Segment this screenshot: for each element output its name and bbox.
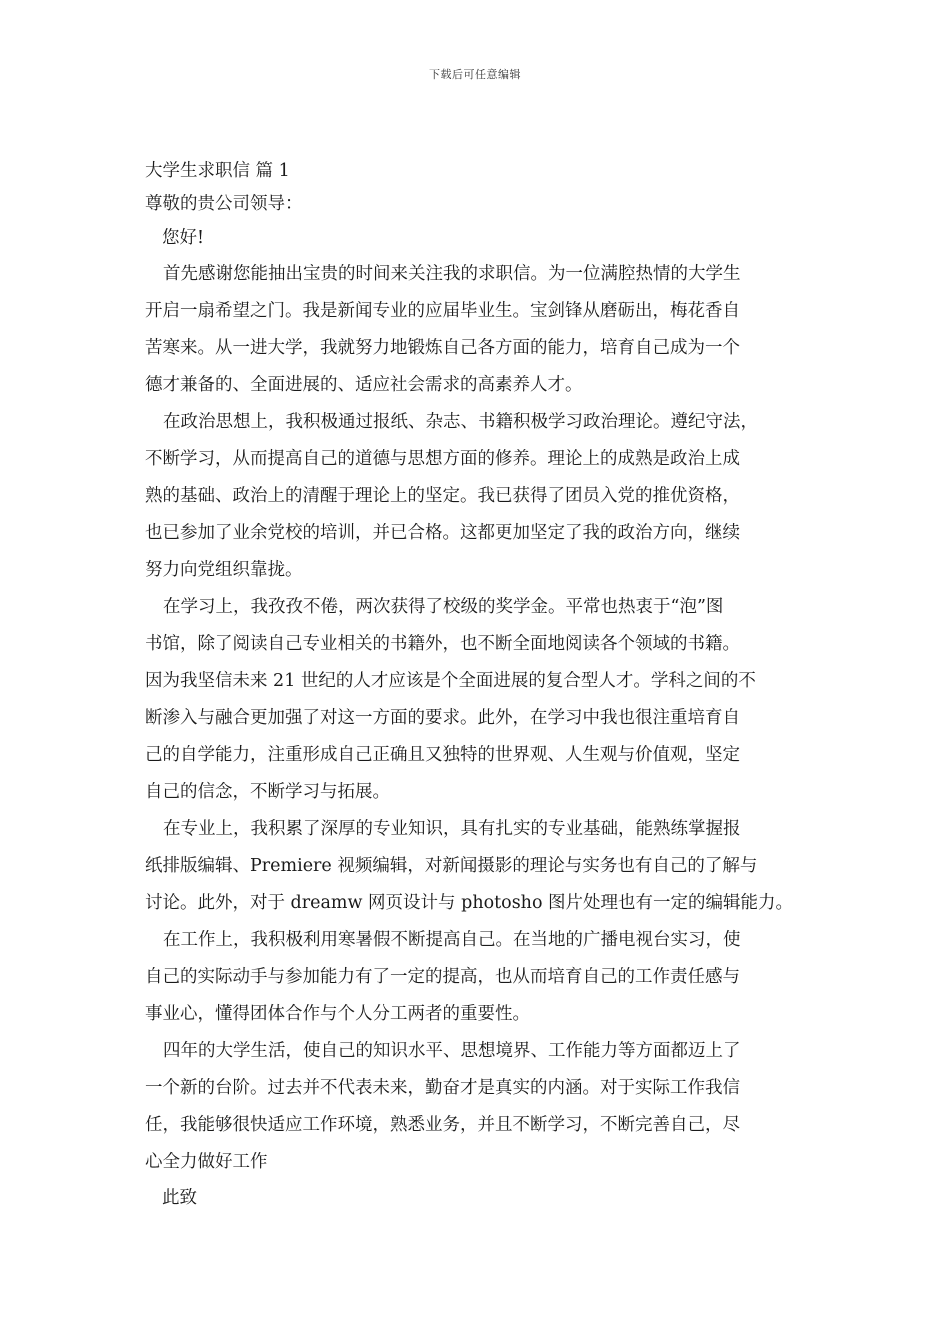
letter-greeting: 您好! (162, 228, 205, 248)
page-header: 下载后可任意编辑 (429, 68, 521, 81)
paragraph-politics (145, 404, 811, 589)
paragraph-line: 德才兼备的、全面进展的、适应社会需求的高素养人才。 (145, 375, 583, 395)
paragraph-study (145, 589, 811, 811)
letter-salutation: 尊敬的贵公司领导： (145, 194, 303, 214)
paragraph-line: 四年的大学生活，使自己的知识水平、思想境界、工作能力等方面都迈上了 (163, 1041, 741, 1061)
paragraph-line: 自己的实际动手与参加能力有了一定的提高，也从而培育自己的工作责任感与 (145, 967, 740, 987)
paragraph-line: 苦寒来。从一进大学，我就努力地锻炼自己各方面的能力，培育自己成为一个 (145, 338, 740, 358)
paragraph-line: 书馆，除了阅读自己专业相关的书籍外，也不断全面地阅读各个领域的书籍。 (145, 634, 740, 654)
paragraph-major (145, 811, 811, 922)
paragraph-line: 在学习上，我孜孜不倦，两次获得了校级的奖学金。平常也热衷于“泡”图 (163, 597, 724, 617)
paragraph-line: 断渗入与融合更加强了对这一方面的要求。此外，在学习中我也很注重培育自 (145, 708, 740, 728)
paragraph-line: 首先感谢您能抽出宝贵的时间来关注我的求职信。为一位满腔热情的大学生 (163, 264, 741, 284)
paragraph-line: 在专业上，我积累了深厚的专业知识，具有扎实的专业基础，能熟练掌握报 (163, 819, 741, 839)
paragraph-line: 心全力做好工作 (145, 1152, 268, 1172)
paragraph-line: 自己的信念，不断学习与拓展。 (145, 782, 390, 802)
paragraph-line: 在工作上，我积极利用寒暑假不断提高自己。在当地的广播电视台实习，使 (163, 930, 741, 950)
letter-closing: 此致 (162, 1188, 197, 1208)
paragraph-line: 不断学习，从而提高自己的道德与思想方面的修养。理论上的成熟是政治上成 (145, 449, 740, 469)
paragraph-intro (145, 256, 811, 404)
paragraph-line: 开启一扇希望之门。我是新闻专业的应届毕业生。宝剑锋从磨砺出，梅花香自 (145, 301, 740, 321)
paragraph-line: 因为我坚信未来 21 世纪的人才应该是个全面进展的复合型人才。学科之间的不 (145, 671, 756, 691)
paragraph-line: 纸排版编辑、Premiere 视频编辑，对新闻摄影的理论与实务也有自己的了解与 (145, 856, 758, 876)
paragraph-line: 任，我能够很快适应工作环境，熟悉业务，并且不断学习，不断完善自己，尽 (145, 1115, 740, 1135)
letter-title: 大学生求职信 篇 1 (145, 161, 290, 181)
paragraph-line: 一个新的台阶。过去并不代表未来，勤奋才是真实的内涵。对于实际工作我信 (145, 1078, 740, 1098)
paragraph-line: 努力向党组织靠拢。 (145, 560, 303, 580)
paragraph-work (145, 922, 811, 1033)
letter-body (145, 156, 811, 1214)
paragraph-line: 事业心，懂得团体合作与个人分工两者的重要性。 (145, 1004, 530, 1024)
paragraph-summary (145, 1033, 811, 1181)
paragraph-line: 也已参加了业余党校的培训，并已合格。这都更加坚定了我的政治方向，继续 (145, 523, 740, 543)
paragraph-line: 熟的基础、政治上的清醒于理论上的坚定。我已获得了团员入党的推优资格， (145, 486, 740, 506)
paragraph-line: 己的自学能力，注重形成自己正确且又独特的世界观、人生观与价值观，坚定 (145, 745, 740, 765)
paragraph-line: 在政治思想上，我积极通过报纸、杂志、书籍积极学习政治理论。遵纪守法， (163, 412, 758, 432)
paragraph-line: 讨论。此外，对于 dreamw 网页设计与 photosho 图片处理也有一定的编辑能力。 (145, 893, 794, 913)
